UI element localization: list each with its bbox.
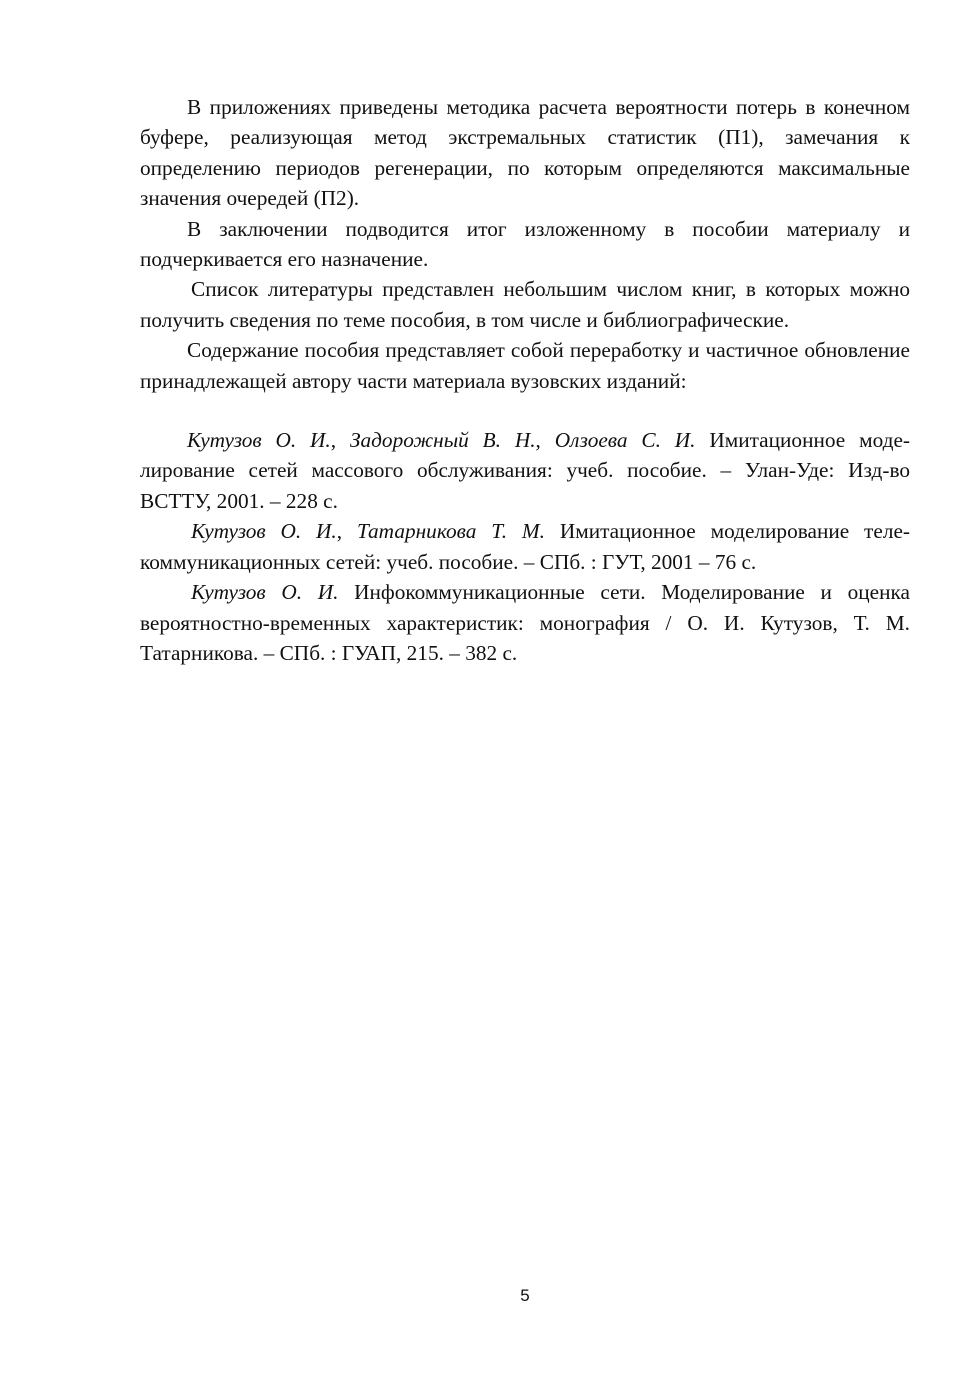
reference-author: Олзоева С. И. (554, 428, 696, 453)
paragraph-bibliography: Список литературы представлен небольшим числом книг, в которых можно получить сведения по теме пособия, в том числе и библиографические. (140, 277, 910, 332)
document-body (140, 92, 910, 668)
reference-item-3 (140, 577, 910, 668)
paragraph-conclusion: В заключении подводится итог изложенному в пособии материалу и подчеркивается его назначение. (140, 216, 910, 272)
reference-description: Инфокоммуникационные сети. Моделирование и оценка вероятностно-временных характеристик: монография / О. И. Кутузов, Т. М. Татарникова. – СПб. : ГУАП, 215. – 382 с. (140, 580, 910, 665)
paragraph-appendices: В приложениях приведены методика расчета вероятности потерь в конечном буфере, реализующая метод экстремальных статистик (П1), замечания к определению периодов регенерации, по которым определяются максимальные значения очередей (П2). (140, 95, 910, 211)
page-number: 5 (520, 1286, 530, 1305)
reference-item-2 (140, 516, 910, 577)
reference-author: Кутузов О. И. (187, 428, 331, 453)
reference-author: Кутузов О. И. (191, 580, 339, 605)
reference-description: Имитационное моделирование сетей массового обслуживания: учеб. пособие. – Улан-Уде: Изд-во ВСТТУ, 2001. – 228 с. (140, 428, 910, 513)
reference-item-1 (140, 425, 910, 516)
reference-author: Татарникова Т. М. (356, 519, 545, 544)
author-separator: , (535, 428, 555, 453)
spacer (140, 396, 910, 425)
reference-author: Кутузов О. И. (191, 519, 337, 544)
author-separator: , (330, 428, 350, 453)
paragraph-content-source: Содержание пособия представляет собой переработку и частичное обновление принадлежащей автору части материала вузовских изданий: (140, 338, 910, 393)
reference-author: Задорожный В. Н. (349, 428, 536, 453)
author-separator: , (336, 519, 357, 544)
reference-description: Имитационное моделирование телекоммуникационных сетей: учеб. пособие. – СПб. : ГУТ, 2001 – 76 с. (140, 519, 910, 574)
